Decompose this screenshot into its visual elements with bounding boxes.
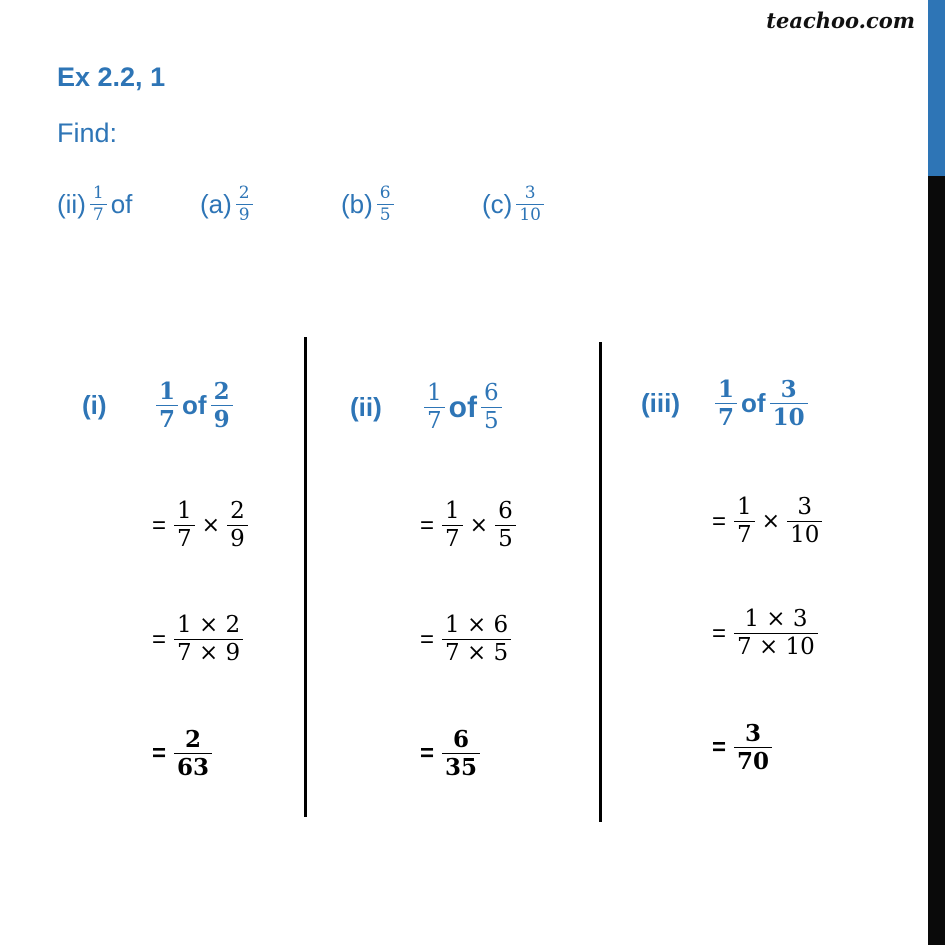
of-word: of	[110, 189, 133, 219]
numerator: 2	[230, 498, 245, 524]
numerator: 6	[483, 380, 499, 406]
fraction	[770, 378, 808, 429]
denominator: 5	[377, 204, 394, 224]
numerator: 1	[445, 498, 460, 524]
scrollbar-thumb[interactable]	[928, 0, 945, 176]
numerator: 3	[797, 494, 813, 520]
denominator: 63	[174, 753, 212, 779]
denominator: 10	[770, 403, 808, 429]
denominator: 7 × 9	[174, 639, 243, 665]
times-sign: ×	[201, 513, 221, 538]
equals-sign: =	[712, 619, 727, 647]
part-ii-heading	[350, 382, 506, 433]
denominator: 7 × 5	[442, 639, 511, 665]
numerator: 1	[92, 183, 104, 203]
part-iii-step2	[712, 608, 822, 659]
result-fraction	[442, 728, 480, 779]
of-word: of	[448, 390, 477, 424]
numerator: 6	[498, 498, 513, 524]
times-sign: ×	[761, 509, 781, 534]
part-label: (ii)	[350, 392, 382, 422]
part-iii-heading	[641, 378, 812, 429]
fraction	[715, 378, 737, 429]
denominator: 10	[787, 521, 822, 547]
equals-sign: =	[152, 739, 167, 767]
denominator: 35	[442, 753, 480, 779]
fraction	[734, 496, 755, 547]
fraction	[734, 608, 818, 659]
part-i-heading	[82, 380, 237, 431]
part-iii-step1	[712, 496, 826, 547]
numerator: 1	[737, 494, 752, 520]
equals-sign: =	[152, 625, 167, 653]
times-sign: ×	[469, 513, 489, 538]
option-label: (a)	[200, 189, 232, 219]
part-ii-step1	[420, 500, 520, 551]
part-label: (iii)	[641, 388, 680, 418]
find-prompt: Find:	[57, 118, 118, 148]
numerator: 6	[379, 183, 391, 203]
denominator: 7 × 10	[734, 633, 818, 659]
numerator: 2	[213, 378, 230, 405]
option-label: (c)	[482, 189, 513, 219]
numerator: 2	[238, 183, 250, 203]
numerator: 6	[453, 726, 470, 753]
fraction	[495, 500, 516, 551]
fraction	[787, 496, 822, 547]
denominator: 9	[236, 204, 253, 224]
option-fraction	[377, 185, 394, 224]
denominator: 5	[481, 407, 502, 433]
numerator: 1 × 6	[445, 612, 509, 638]
fraction	[442, 614, 511, 665]
fraction	[174, 500, 195, 551]
denominator: 7	[174, 525, 195, 551]
denominator: 7	[442, 525, 463, 551]
equals-sign: =	[420, 511, 435, 539]
part-iii-result	[712, 722, 776, 773]
option-fraction	[516, 185, 544, 224]
denominator: 7	[156, 405, 178, 431]
numerator: 1	[177, 498, 192, 524]
option-fraction	[236, 185, 253, 224]
fraction	[227, 500, 248, 551]
option-c	[482, 185, 548, 224]
part-ii-step2	[420, 614, 515, 665]
numerator: 1	[718, 376, 735, 403]
of-word: of	[182, 390, 207, 420]
part-label: (ii)	[57, 189, 86, 219]
denominator: 7	[715, 403, 737, 429]
column-divider	[599, 342, 602, 822]
denominator: 10	[516, 204, 544, 224]
numerator: 3	[524, 183, 536, 203]
equals-sign: =	[420, 625, 435, 653]
fraction	[481, 382, 502, 433]
fraction	[174, 614, 243, 665]
question-part	[57, 185, 132, 224]
result-fraction	[734, 722, 772, 773]
denominator: 5	[495, 525, 516, 551]
column-divider	[304, 337, 307, 817]
denominator: 7	[734, 521, 755, 547]
part-i-step1	[152, 500, 252, 551]
numerator: 2	[185, 726, 202, 753]
numerator: 3	[745, 720, 762, 747]
option-b	[341, 185, 398, 224]
denominator: 7	[424, 407, 445, 433]
numerator: 1 × 3	[744, 606, 808, 632]
option-a	[200, 185, 257, 224]
part-ii-result	[420, 728, 484, 779]
denominator: 9	[211, 405, 233, 431]
part-i-step2	[152, 614, 247, 665]
equals-sign: =	[712, 733, 727, 761]
of-word: of	[741, 388, 766, 418]
fraction	[424, 382, 445, 433]
denominator: 7	[90, 204, 107, 224]
numerator: 1	[159, 378, 176, 405]
part-i-result	[152, 728, 216, 779]
part-label: (i)	[82, 390, 107, 420]
numerator: 1 × 2	[177, 612, 241, 638]
of-fraction	[90, 185, 107, 224]
result-fraction	[174, 728, 212, 779]
equals-sign: =	[420, 739, 435, 767]
numerator: 1	[427, 380, 442, 406]
option-label: (b)	[341, 189, 373, 219]
equals-sign: =	[152, 511, 167, 539]
brand-logo: teachoo.com	[766, 8, 915, 33]
exercise-title: Ex 2.2, 1	[57, 62, 166, 92]
denominator: 70	[734, 747, 772, 773]
denominator: 9	[227, 525, 248, 551]
fraction	[156, 380, 178, 431]
numerator: 3	[780, 376, 797, 403]
fraction	[211, 380, 233, 431]
fraction	[442, 500, 463, 551]
equals-sign: =	[712, 507, 727, 535]
